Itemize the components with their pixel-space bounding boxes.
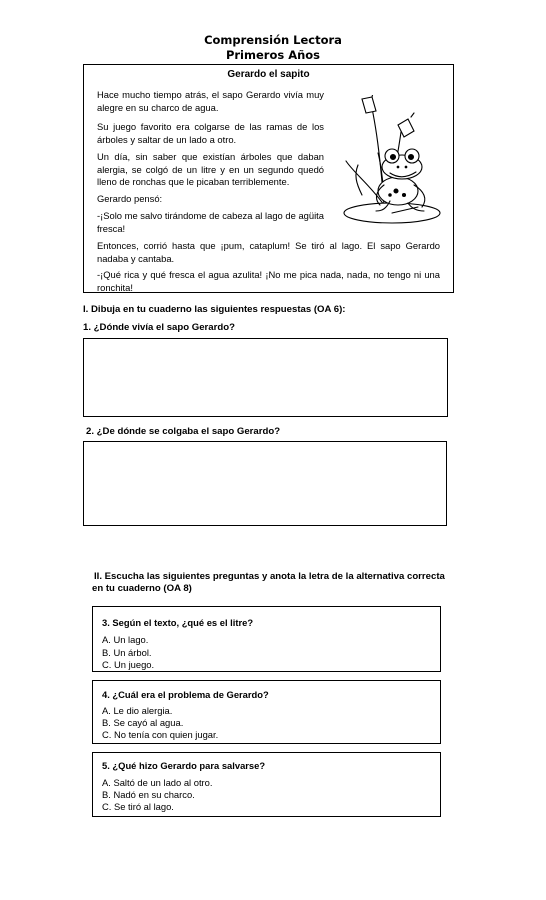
mc-option: B. Nadó en su charco. bbox=[102, 789, 195, 800]
mc-question-3 bbox=[92, 606, 441, 672]
question-2: 2. ¿De dónde se colgaba el sapo Gerardo? bbox=[86, 426, 281, 437]
mc-option: C. No tenía con quien jugar. bbox=[102, 729, 219, 740]
story-paragraph-2: Su juego favorito era colgarse de las ramas de los árboles y saltar de un lado a otro. bbox=[97, 121, 324, 145]
mc-question-4 bbox=[92, 680, 441, 744]
section-2-heading-line-1: II. Escucha las siguientes preguntas y anota la letra de la alternativa correcta bbox=[94, 571, 445, 582]
mc-option: B. Un árbol. bbox=[102, 647, 152, 658]
mc-option: A. Un lago. bbox=[102, 634, 149, 645]
mc-question-3-text: 3. Según el texto, ¿qué es el litre? bbox=[102, 617, 254, 628]
section-1-heading: I. Dibuja en tu cuaderno las siguientes respuestas (OA 6): bbox=[83, 304, 346, 315]
mc-option: A. Le dio alergia. bbox=[102, 705, 173, 716]
mc-question-5 bbox=[92, 752, 441, 817]
frog-illustration bbox=[332, 95, 446, 225]
story-paragraph-4: Gerardo pensó: bbox=[97, 193, 163, 204]
mc-option: C. Se tiró al lago. bbox=[102, 801, 174, 812]
story-paragraph-5: -¡Solo me salvo tirándome de cabeza al lago de agüita fresca! bbox=[97, 210, 324, 234]
story-title: Gerardo el sapito bbox=[227, 69, 310, 80]
story-paragraph-6: Entonces, corrió hasta que ¡pum, cataplum! Se tiró al lago. El sapo Gerardo nadaba y cantaba. bbox=[97, 240, 440, 264]
story-paragraph-7: -¡Qué rica y qué fresca el agua azulita! ¡No me pica nada, nada, no tengo ni una ronchita! bbox=[97, 269, 440, 293]
question-1: 1. ¿Dónde vivía el sapo Gerardo? bbox=[83, 322, 235, 333]
section-2-heading-line-2: en tu cuaderno (OA 8) bbox=[92, 583, 192, 594]
story-paragraph-3: Un día, sin saber que existían árboles que daban alergia, se colgó de un litre y en un segundo quedó lleno de ronchas que le picaban terriblemente. bbox=[97, 151, 324, 188]
worksheet-subtitle: Primeros Años bbox=[225, 48, 321, 62]
worksheet-title: Comprensión Lectora bbox=[204, 33, 342, 47]
mc-option: A. Saltó de un lado al otro. bbox=[102, 777, 213, 788]
answer-box-1[interactable] bbox=[83, 338, 448, 417]
mc-question-4-text: 4. ¿Cuál era el problema de Gerardo? bbox=[102, 689, 269, 700]
answer-box-2[interactable] bbox=[83, 441, 447, 526]
mc-question-5-text: 5. ¿Qué hizo Gerardo para salvarse? bbox=[102, 760, 266, 771]
story-box bbox=[83, 64, 454, 293]
mc-option: C. Un juego. bbox=[102, 659, 155, 670]
mc-option: B. Se cayó al agua. bbox=[102, 717, 184, 728]
story-paragraph-1: Hace mucho tiempo atrás, el sapo Gerardo vivía muy alegre en su charco de agua. bbox=[97, 89, 324, 113]
